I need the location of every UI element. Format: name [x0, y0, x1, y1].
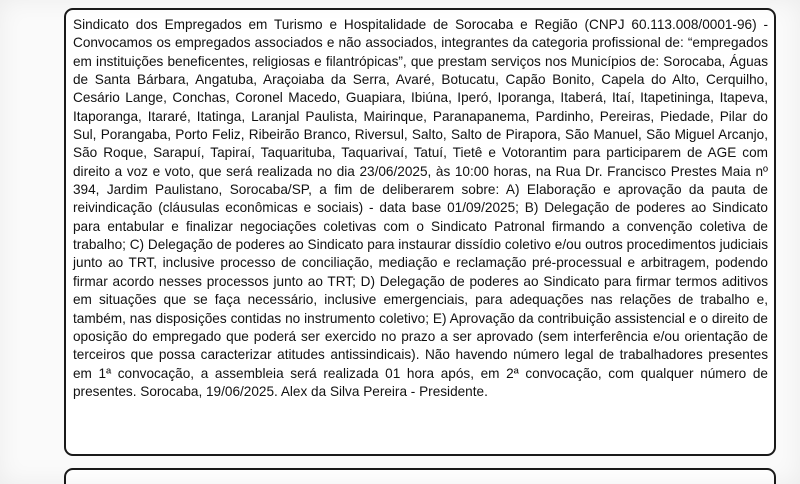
next-notice-box	[64, 468, 776, 484]
legal-notice-box	[64, 8, 776, 456]
notice-text: Sindicato dos Empregados em Turismo e Hospitalidade de Sorocaba e Região (CNPJ 60.113.008/0001-96) - Convocamos os empregados associados e não associados, integrantes da categoria profissional de: “empregados em instituições beneficentes, religiosas e filantrópicas”, que prestam serviços nos Municípios de: Sorocaba, Águas de Santa Bárbara, Angatuba, Araçoiaba da Serra, Avaré, Botucatu, Capão Bonito, Capela do Alto, Cerquilho, Cesário Lange, Conchas, Coronel Macedo, Guapiara, Ibiúna, Iperó, Iporanga, Itaberá, Itaí, Itapetininga, Itapeva, Itaporanga, Itararé, Itatinga, Laranjal Paulista, Mairinque, Paranapanema, Pardinho, Pereiras, Piedade, Pilar do Sul, Porangaba, Porto Feliz, Ribeirão Branco, Riversul, Salto, Salto de Pirapora, São Manuel, São Miguel Arcanjo, São Roque, Sarapuí, Tapiraí, Taquarituba, Taquarivaí, Tatuí, Tietê e Votorantim para participarem de AGE com direito a voz e voto, que será realizada no dia 23/06/2025, às 10:00 horas, na Rua Dr. Francisco Prestes Maia nº 394, Jardim Paulistano, Sorocaba/SP, a fim de deliberarem sobre: A) Elaboração e aprovação da pauta de reivindicação (cláusulas econômicas e sociais) - data base 01/09/2025; B) Delegação de poderes ao Sindicato para entabular e finalizar negociações coletivas com o Sindicato Patronal firmando a convenção coletiva de trabalho; C) Delegação de poderes ao Sindicato para instaurar dissídio coletivo e/ou outros procedimentos judiciais junto ao TRT, inclusive processo de conciliação, mediação e reclamação pré-processual e arbitragem, podendo firmar acordo nesses processos junto ao TRT; D) Delegação de poderes ao Sindicato para firmar termos aditivos em situações que se faça necessário, inclusive emergenciais, para adequações nas relações de trabalho e, também, nas disposições contidas no instrumento coletivo; E) Aprovação da contribuição assistencial e o direito de oposição do empregado que poderá ser exercido no prazo a ser aprovado (sem interferência e/ou orientação de terceiros que possa caracterizar atitudes antissindicais). Não havendo número legal de trabalhadores presentes em 1ª convocação, a assembleia será realizada 01 hora após, em 2ª convocação, com qualquer número de presentes. Sorocaba, 19/06/2025. Alex da Silva Pereira - Presidente.	[73, 17, 768, 399]
